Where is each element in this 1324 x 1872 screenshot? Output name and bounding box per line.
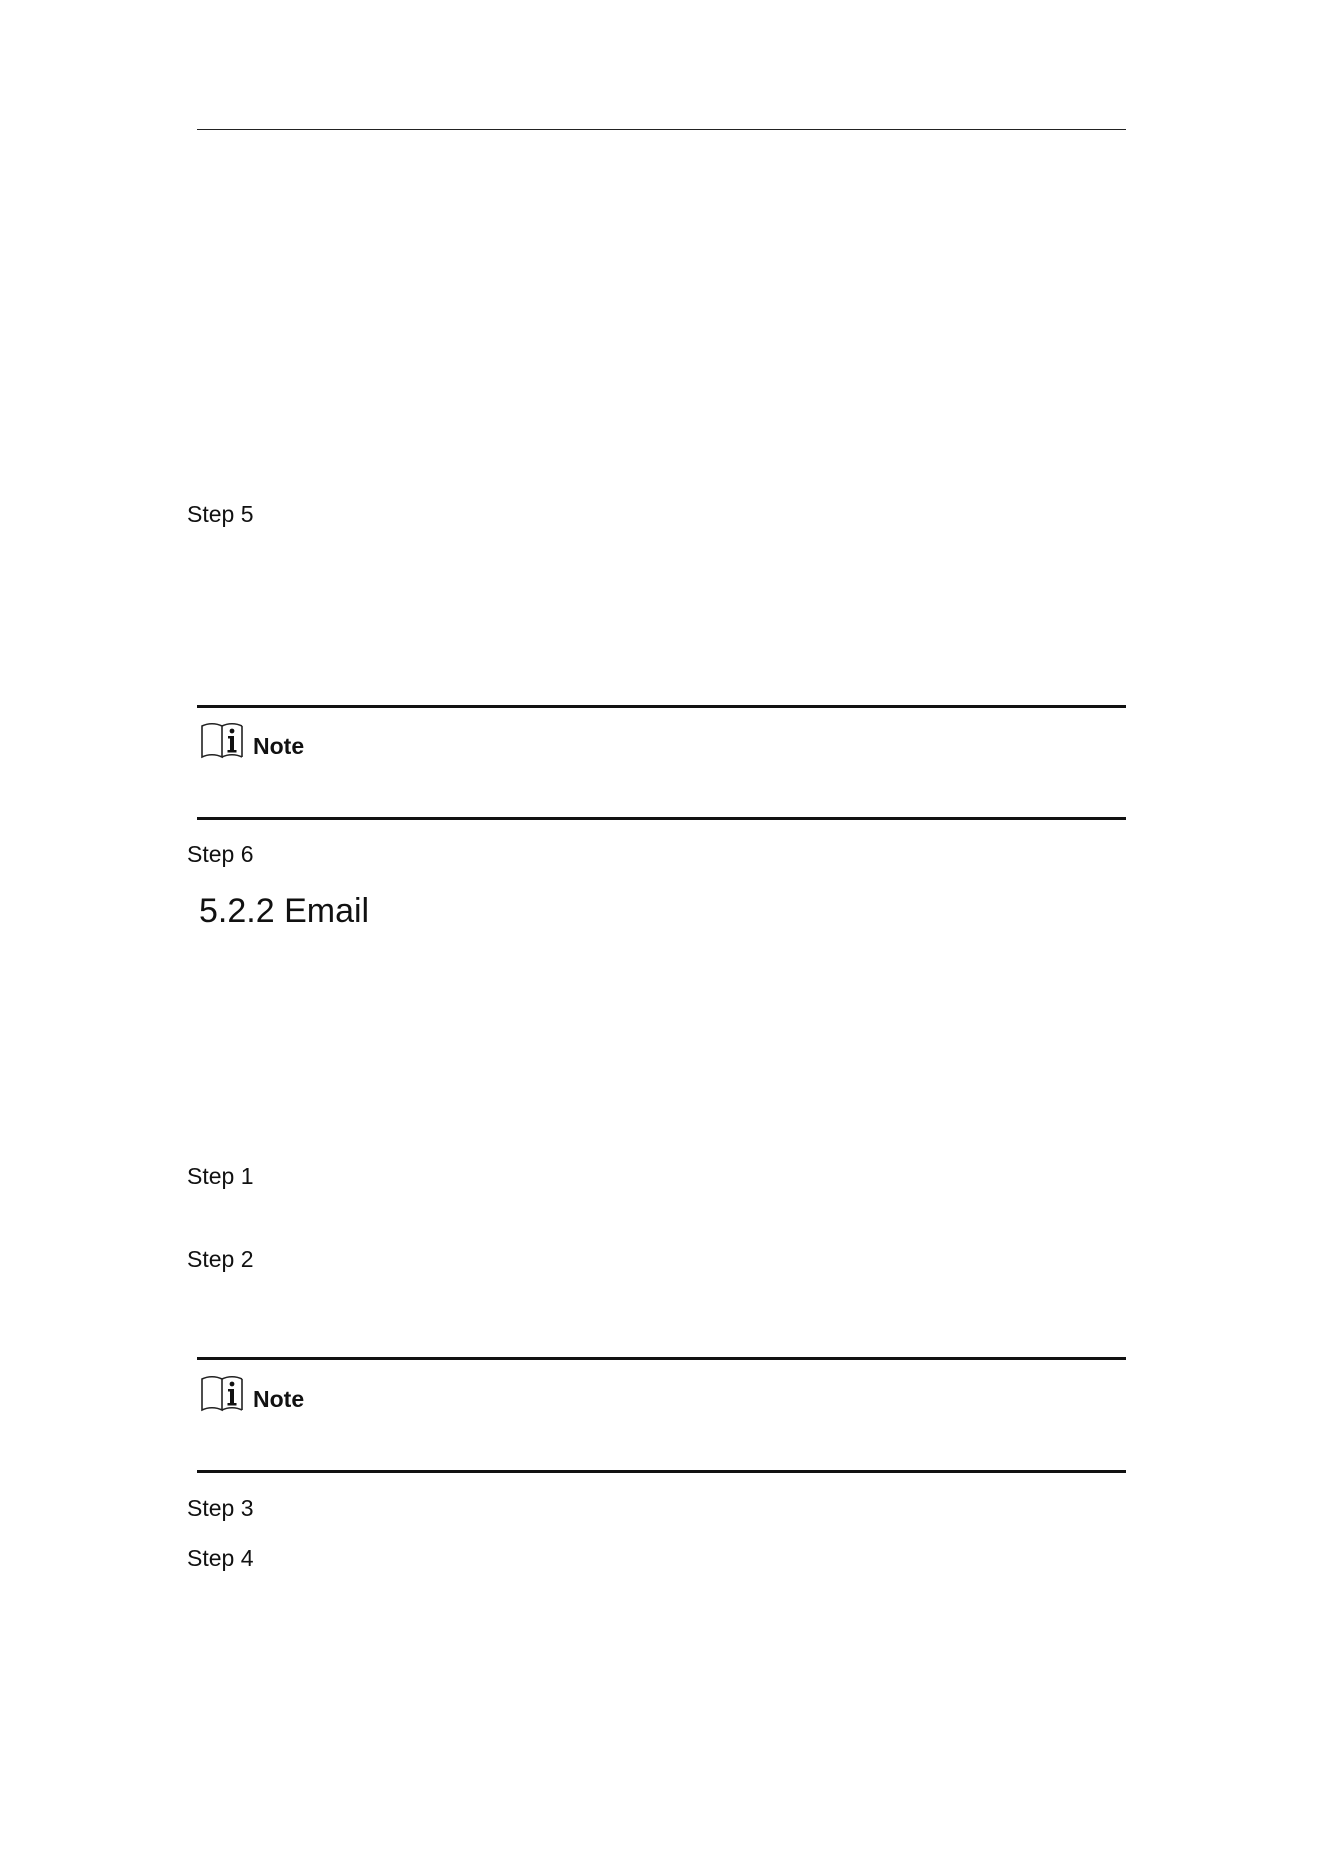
note-top-rule bbox=[197, 1357, 1126, 1360]
header-rule bbox=[197, 129, 1126, 130]
step-6-label: Step 6 bbox=[187, 841, 254, 867]
book-info-icon bbox=[200, 720, 254, 760]
note-label: Note bbox=[253, 733, 305, 759]
note-bottom-rule bbox=[197, 1470, 1126, 1473]
step-5-label: Step 5 bbox=[187, 501, 254, 527]
step-1-label: Step 1 bbox=[187, 1163, 254, 1189]
note-bottom-rule bbox=[197, 817, 1126, 820]
step-3-label: Step 3 bbox=[187, 1495, 254, 1521]
note-top-rule bbox=[197, 705, 1126, 708]
note-header bbox=[200, 720, 304, 760]
step-2-label: Step 2 bbox=[187, 1246, 254, 1272]
note-label: Note bbox=[253, 1386, 305, 1412]
section-heading: 5.2.2 Email bbox=[199, 892, 370, 930]
book-info-icon bbox=[200, 1373, 254, 1413]
note-header bbox=[200, 1373, 304, 1413]
step-4-label: Step 4 bbox=[187, 1545, 254, 1571]
